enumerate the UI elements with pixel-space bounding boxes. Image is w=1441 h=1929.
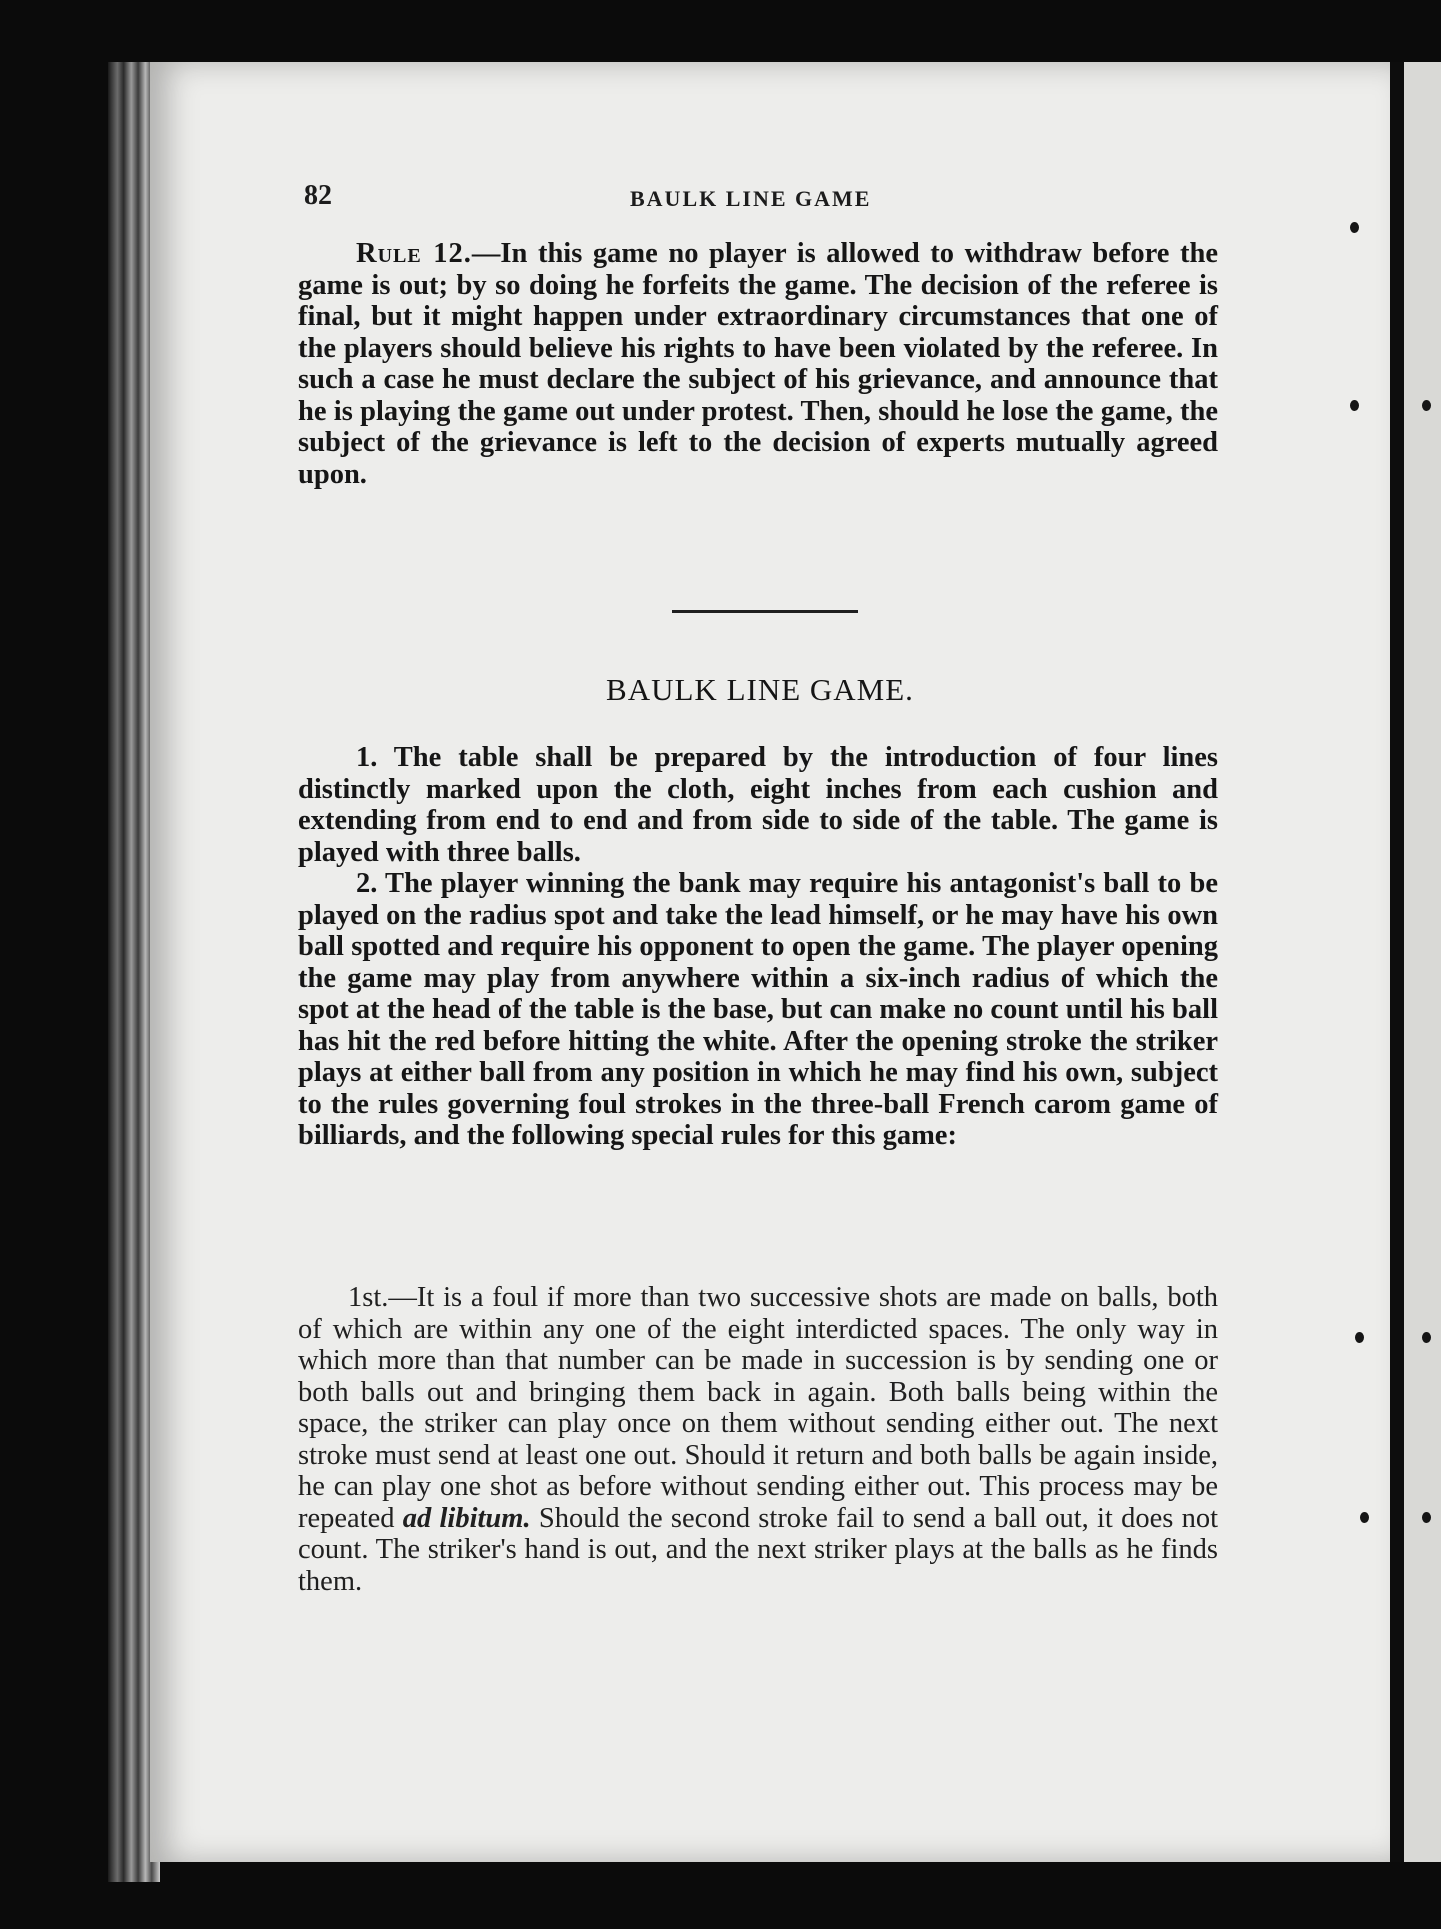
adjacent-page-strip [1404,62,1441,1862]
margin-mark [1360,1512,1369,1523]
special-rule-1-text [298,1282,1218,1597]
page-edge [1390,62,1404,1862]
rule-12-body: —In this game no player is allowed to withdraw before the game is out; by so doing he forfeits the game. The decision of the referee is final, but it might happen under extraordinary circumstances that one of the players should believe his rights to have been violated by the referee. In such a case he must declare the subject of his grievance, and announce that he is playing the game out under protest. Then, should he lose the game, the subject of the grievance is left to the decision of experts mutually agreed upon. [298,238,1218,490]
section-divider [672,610,858,613]
rule-12-text [298,238,1218,490]
margin-mark [1355,1332,1364,1343]
special-rule-1 [298,1282,1218,1597]
section-title: BAULK LINE GAME. [606,672,914,707]
page-number: 82 [304,180,332,211]
margin-mark [1350,222,1359,233]
rule-paragraph-2: 2. The player winning the bank may require his antagonist's ball to be played on the radius spot and take the lead himself, or he may have his own ball spotted and require his opponent to open the game. The player opening the game may play from anywhere within a six-inch radius of which the spot at the head of the table is the base, but can make no count until his ball has hit the red before hitting the white. After the opening stroke the striker plays at either ball from any position in which he may find his own, subject to the rules governing foul strokes in the three-ball French carom game of billiards, and the following special rules for this game: [298,868,1218,1151]
margin-mark [1422,1332,1431,1343]
page-header [300,180,1200,220]
special-rule-1-text-after: Should the second stroke fail to send a ball out, it does not count. The striker's hand is out, and the next striker plays at the balls as he finds them. [298,1502,1219,1597]
rule-paragraph-1: 1. The table shall be prepared by the introduction of four lines distinctly marked upon the cloth, eight inches from each cushion and extending from end to end and from side to side of the table. The game is played with three balls. [298,742,1218,868]
rule-12-paragraph [298,238,1218,490]
special-rule-1-text-before: 1st.—It is a foul if more than two successive shots are made on balls, both of which are within any one of the eight interdicted spaces. The only way in which more than that number can be made in succession is by sending one or both balls out and bringing them back in again. Both balls being within the space, the striker can play once on them without sending either out. The next stroke must send at least one out. Should it return and both balls be again inside, he can play one shot as before without sending either out. This process may be repeated [298,1282,1218,1534]
baulk-line-rules [298,742,1218,1152]
rule-12-label: Rule 12. [356,238,472,269]
margin-mark [1350,400,1359,411]
special-rule-1-emphasis: ad libitum. [402,1502,531,1534]
margin-mark [1422,1512,1431,1523]
running-head: BAULK LINE GAME [630,186,872,211]
margin-mark [1422,400,1431,411]
